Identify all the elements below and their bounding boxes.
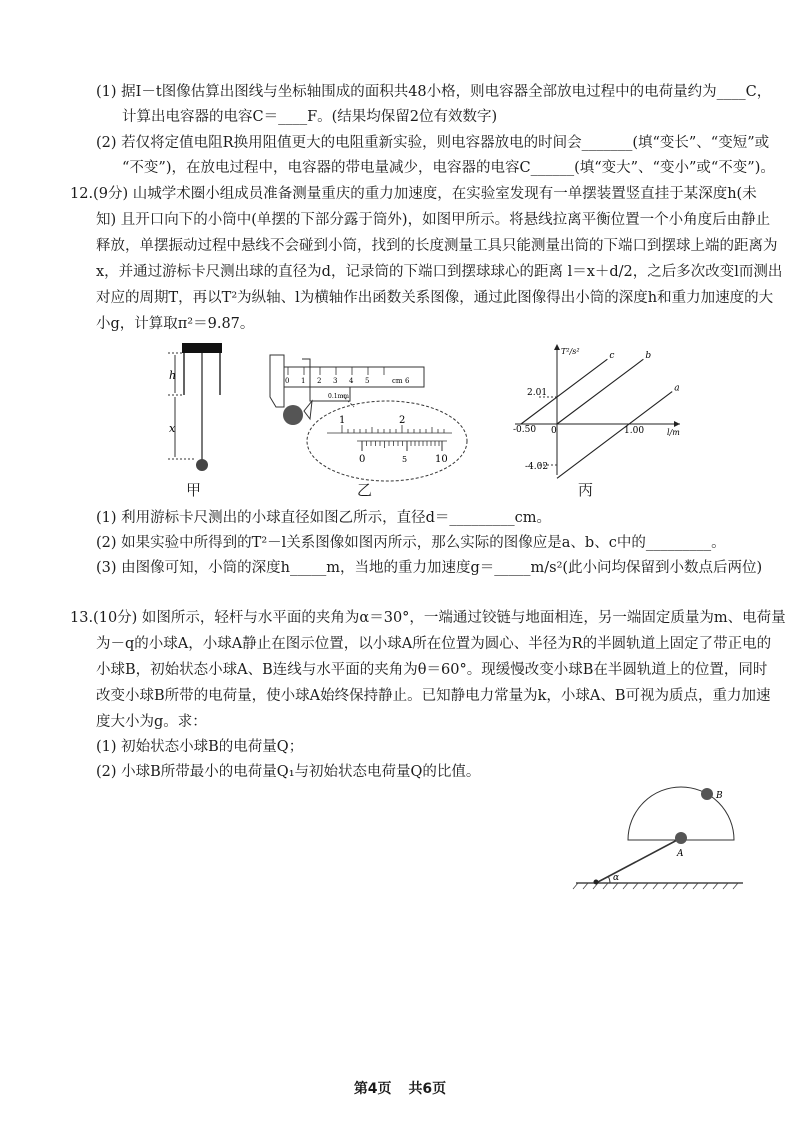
ground-hatch — [573, 883, 738, 889]
q12-stem-line2: 知) 且开口向下的小筒中(单摆的下部分露于筒外)，如图甲所示。将悬线拉离平衡位置一个小角度后由静止 — [96, 212, 771, 228]
figure-jia-pendulum — [160, 340, 230, 475]
tick-3: 3 — [333, 377, 338, 385]
tick-6: 6 — [405, 377, 410, 385]
page-footer — [0, 1078, 800, 1098]
q12-stem-line3: 释放，单摆振动过程中悬线不会碰到小筒，找到的长度测量工具只能测量出筒的下端口到摆球上端的距离为 — [96, 238, 778, 254]
q12-stem-line5: 对应的周期T，再以T²为纵轴、l为横轴作出函数关系图像，通过此图像得出小筒的深度h和重力加速度的大 — [96, 290, 774, 306]
series-label-a: a — [674, 383, 680, 394]
x-axis-label: l/m — [667, 428, 680, 437]
q12-sub2: (2) 如果实验中所得到的T²－l关系图像如图丙所示，那么实际的图像应是a、b、c中的_________。 — [96, 535, 726, 551]
q13-stem-line1: 13.(10分) 如图所示，轻杆与水平面的夹角为α＝30°，一端通过铰链与地面相连，另一端固定质量为m、电荷量 — [70, 610, 786, 626]
q13-stem-line5: 度大小为g。求： — [96, 714, 207, 730]
x-value-1.00: 1.00 — [624, 426, 645, 436]
q13-stem-line4: 改变小球B所带的电荷量，使小球A始终保持静止。已知静电力常量为k，小球A、B可视为质点，重力加速 — [96, 688, 771, 704]
q12-stem-line6: 小g，计算取π²＝9.87。 — [96, 316, 255, 332]
caption-yi: 乙 — [357, 481, 373, 499]
tick-1: 1 — [301, 377, 306, 385]
label-a: A — [677, 849, 684, 859]
label-alpha: α — [613, 873, 620, 883]
q11-part2-line2: “不变”)，在放电过程中，电容器的带电量减少，电容器的电容C______(填“变大”、“变小”或“不变”)。 — [122, 160, 775, 176]
hinge — [594, 880, 599, 885]
x-value-0: 0 — [551, 426, 557, 436]
q13-stem-line2: 为－q的小球A，小球A静止在图示位置，以小球A所在位置为圆心、半径为R的半圆轨道上固定了带正电的 — [96, 636, 772, 652]
page-number: 第4页 — [353, 1081, 392, 1097]
moving-jaw — [304, 401, 312, 419]
q12-stem-line1: 12.(9分) 山城学术圈小组成员准备测量重庆的重力加速度，在实验室发现有一单摆装置竖直挂于某深度h(未 — [70, 186, 757, 202]
light-rod — [596, 838, 681, 883]
q11-part1-line1: (1) 据I－t图像估算出图线与坐标轴围成的面积共48小格，则电容器全部放电过程中的电荷量约为____C， — [96, 84, 772, 100]
q11-part1-line2: 计算出电容器的电容C＝____F。(结果均保留2位有效数字) — [122, 109, 498, 125]
figure-yi-vernier-caliper — [262, 345, 472, 485]
figure-q13-rod-semicircle — [568, 780, 748, 895]
caption-bing: 丙 — [578, 481, 594, 499]
zoom-main-1: 1 — [339, 415, 346, 426]
measured-ball — [283, 405, 303, 425]
y-value-neg4.02: -4.02 — [525, 462, 549, 472]
zoom-vernier-5: 5 — [402, 455, 408, 464]
zoom-main-2: 2 — [399, 415, 406, 426]
unit-cm: cm — [392, 377, 403, 385]
zoom-vernier-10: 10 — [435, 454, 448, 465]
y-value-2.01: 2.01 — [527, 388, 548, 398]
q13-stem-line3: 小球B，初始状态小球A、B连线与水平面的夹角为θ＝60°。现缓慢改变小球B在半圆轨道上的位置，同时 — [96, 662, 768, 678]
series-line-a — [557, 392, 672, 479]
label-x: x — [169, 422, 176, 435]
tick-2: 2 — [317, 377, 322, 385]
figure-bing-graph — [505, 340, 690, 480]
y-axis-label: T²/s² — [561, 347, 580, 356]
vernier-note: 0.1mm — [328, 393, 349, 400]
tick-0: 0 — [285, 377, 290, 385]
q13-sub1: (1) 初始状态小球B的电荷量Q； — [96, 739, 304, 755]
q13-sub2: (2) 小球B所带最小的电荷量Q₁与初始状态电荷量Q的比值。 — [96, 764, 481, 780]
caption-jia: 甲 — [186, 481, 202, 499]
q11-part2-line1: (2) 若仅将定值电阻R换用阻值更大的电阻重新实验，则电容器放电的时间会_______(填“变长”、“变短”或 — [96, 135, 770, 151]
label-b: B — [716, 791, 723, 801]
x-value-neg0.50: -0.50 — [513, 425, 537, 435]
tick-5: 5 — [365, 377, 370, 385]
tube-cap — [182, 343, 222, 353]
q12-sub1: (1) 利用游标卡尺测出的小球直径如图乙所示，直径d＝_________cm。 — [96, 510, 552, 526]
series-line-b — [557, 359, 643, 424]
ball-a — [675, 832, 687, 844]
label-h: h — [169, 369, 177, 382]
zoom-vernier-0: 0 — [359, 454, 366, 465]
tick-4: 4 — [349, 377, 354, 385]
fixed-jaw — [270, 355, 284, 407]
page-total: 共6页 — [408, 1081, 447, 1097]
q12-stem-line4: x，并通过游标卡尺测出球的直径为d，记录筒的下端口到摆球球心的距离 l＝x＋d/2，之后多次改变l而测出 — [96, 264, 783, 280]
pendulum-ball — [196, 459, 208, 471]
series-label-c: c — [609, 351, 615, 362]
series-label-b: b — [645, 351, 652, 362]
ball-b — [701, 788, 713, 800]
q12-sub3: (3) 由图像可知，小筒的深度h_____m，当地的重力加速度g＝_____m/s²(此小问均保留到小数点后两位) — [96, 560, 763, 576]
